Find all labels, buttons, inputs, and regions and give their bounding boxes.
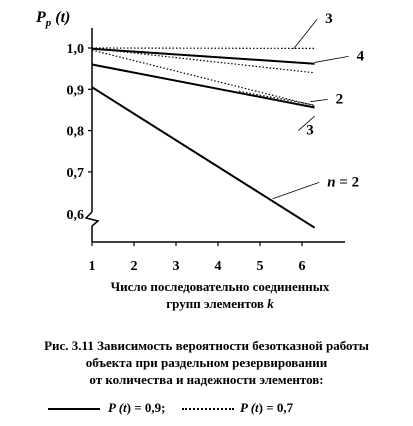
annotation-label-1: 3 bbox=[325, 11, 333, 28]
x-tick-label: 6 bbox=[298, 259, 306, 274]
legend-solid-swatch bbox=[48, 408, 100, 410]
caption-line3: от количества и надежности элементов: bbox=[89, 372, 324, 387]
y-axis-label: $P_p$ (t) bbox=[36, 9, 71, 29]
caption-line1: Рис. 3.11 Зависимость вероятности безотказной работы bbox=[44, 338, 369, 353]
annotation-label-4: 3 bbox=[306, 122, 314, 139]
y-tick-label: 1,0 bbox=[66, 42, 84, 57]
legend-solid-label: P (t) = 0,9; bbox=[108, 400, 166, 415]
annotation-leader-3 bbox=[310, 99, 327, 101]
x-axis-label-var: k bbox=[267, 296, 274, 311]
annotation-leader-5 bbox=[273, 182, 320, 198]
annotation-label-5: n = 2 bbox=[327, 174, 360, 191]
y-axis-break bbox=[86, 212, 98, 226]
y-tick-label: 0,9 bbox=[66, 83, 84, 99]
x-axis-label-line2: групп элементов bbox=[166, 296, 264, 311]
series-line-1 bbox=[92, 87, 315, 228]
y-tick-label: 0,8 bbox=[66, 124, 84, 140]
x-tick-label: 4 bbox=[214, 259, 222, 274]
caption-line2: объекта при раздельном резервировании bbox=[85, 355, 328, 370]
legend-dotted-swatch bbox=[182, 408, 234, 410]
legend bbox=[40, 400, 380, 418]
y-tick-label: 0,7 bbox=[66, 165, 84, 181]
series-line-6 bbox=[92, 50, 315, 106]
series-line-2 bbox=[92, 65, 315, 108]
annotation-leader-2 bbox=[315, 56, 349, 62]
annotation-leader-1 bbox=[294, 19, 318, 49]
annotation-label-3: 2 bbox=[335, 91, 344, 108]
x-axis-label bbox=[70, 278, 370, 312]
y-tick-label: 0,6 bbox=[66, 208, 84, 223]
x-tick-label: 3 bbox=[172, 259, 180, 274]
x-axis-label-line1: Число последовательно соединенных bbox=[110, 279, 330, 294]
legend-dotted-label: P (t) = 0,7 bbox=[240, 400, 294, 415]
annotation-label-2: 4 bbox=[356, 48, 365, 65]
series-line-3 bbox=[92, 49, 315, 64]
x-tick-label: 2 bbox=[130, 259, 138, 274]
x-tick-label: 5 bbox=[256, 259, 264, 274]
x-tick-label: 1 bbox=[88, 259, 96, 274]
